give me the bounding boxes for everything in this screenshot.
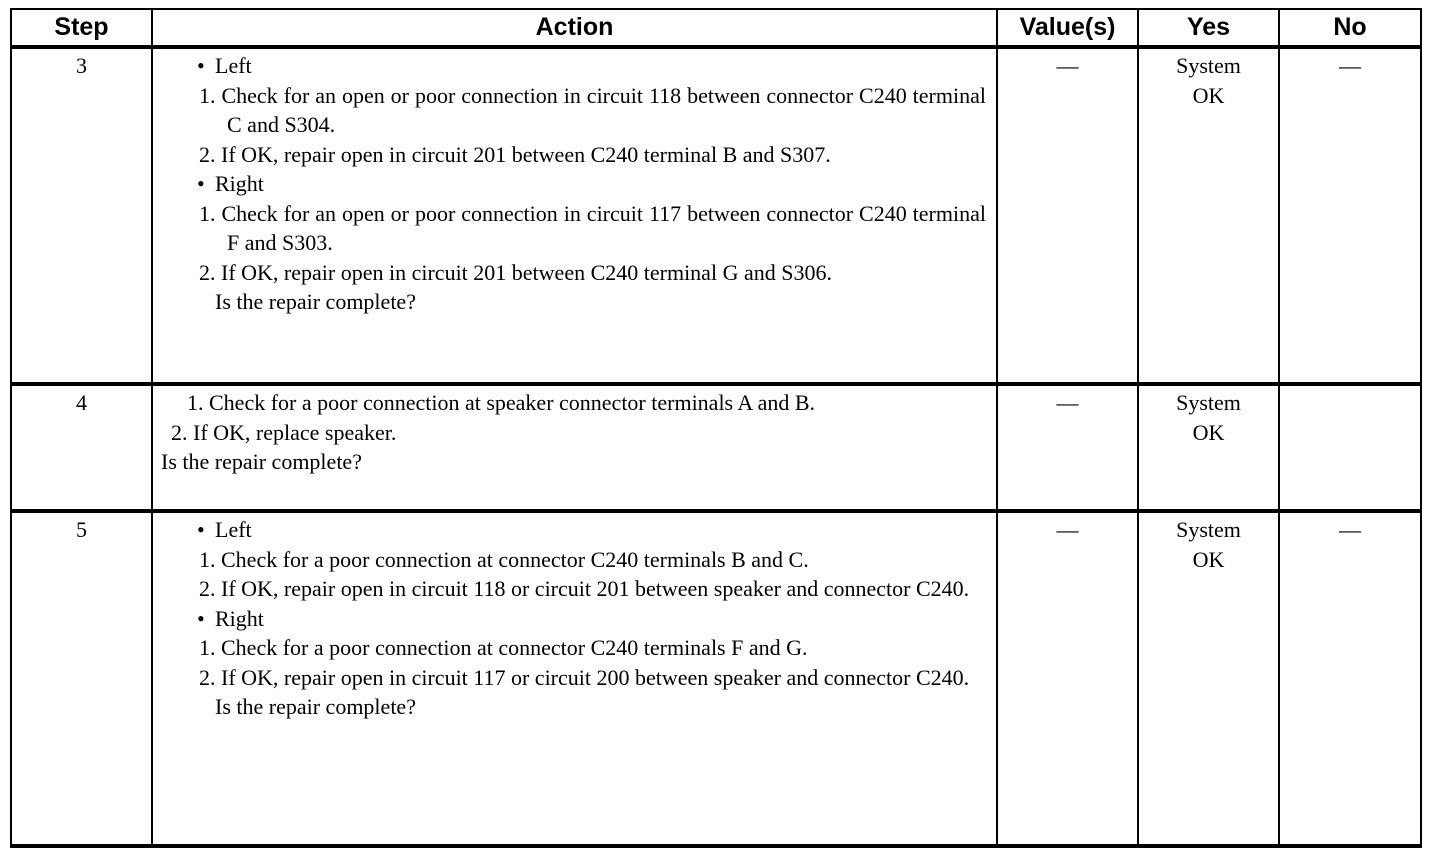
no-cell: — bbox=[1279, 511, 1421, 846]
bullet-icon: • bbox=[197, 53, 205, 78]
bullet-label: Right bbox=[215, 171, 264, 196]
action-cell bbox=[152, 47, 997, 384]
yes-line-1: System bbox=[1176, 390, 1241, 415]
step-number: 4 bbox=[11, 384, 152, 511]
bullet-icon: • bbox=[197, 605, 205, 631]
yes-line-1: System bbox=[1176, 53, 1241, 78]
no-cell: — bbox=[1279, 47, 1421, 384]
list-item: 2. If OK, repair open in circuit 117 or circuit 200 between speaker and connector C240. bbox=[199, 664, 970, 690]
yes-cell bbox=[1138, 384, 1279, 511]
header-no: No bbox=[1279, 9, 1421, 47]
bullet-label: Left bbox=[215, 53, 252, 78]
yes-line-2: OK bbox=[1192, 419, 1225, 445]
bullet-label: Right bbox=[215, 605, 264, 631]
table-row-step-4 bbox=[11, 384, 1421, 511]
header-action: Action bbox=[152, 9, 997, 47]
diagnostic-table bbox=[10, 8, 1422, 848]
bullet-icon: • bbox=[197, 517, 205, 542]
no-cell bbox=[1279, 384, 1421, 511]
header-values: Value(s) bbox=[997, 9, 1138, 47]
step-number: 3 bbox=[11, 47, 152, 384]
step-number: 5 bbox=[11, 511, 152, 846]
yes-line-2: OK bbox=[1192, 82, 1225, 108]
list-item: 2. If OK, replace speaker. bbox=[171, 419, 397, 445]
value-cell: — bbox=[997, 511, 1138, 846]
yes-line-2: OK bbox=[1192, 546, 1225, 572]
header-step: Step bbox=[11, 9, 152, 47]
yes-line-1: System bbox=[1176, 517, 1241, 542]
bullet-left bbox=[153, 51, 986, 81]
repair-question: Is the repair complete? bbox=[215, 289, 416, 314]
action-cell bbox=[152, 384, 997, 511]
bullet-left bbox=[153, 515, 986, 545]
list-item: 1. Check for an open or poor connection in circuit 117 between connector C240 terminal F and S303. bbox=[199, 200, 986, 255]
list-item: 1. Check for a poor connection at connector C240 terminals F and G. bbox=[199, 635, 808, 660]
list-item: 1. Check for a poor connection at connector C240 terminals B and C. bbox=[199, 546, 809, 572]
list-item: 1. Check for a poor connection at speaker connector terminals A and B. bbox=[187, 390, 816, 415]
value-cell: — bbox=[997, 47, 1138, 384]
yes-cell bbox=[1138, 511, 1279, 846]
value-cell: — bbox=[997, 384, 1138, 511]
bullet-label: Left bbox=[215, 517, 252, 542]
header-yes: Yes bbox=[1138, 9, 1279, 47]
table-row-step-3 bbox=[11, 47, 1421, 384]
repair-question: Is the repair complete? bbox=[215, 694, 416, 719]
bullet-right bbox=[153, 604, 986, 634]
table-row-step-5 bbox=[11, 511, 1421, 846]
list-item: 2. If OK, repair open in circuit 118 or circuit 201 between speaker and connector C240. bbox=[199, 576, 970, 601]
yes-cell bbox=[1138, 47, 1279, 384]
list-item: 2. If OK, repair open in circuit 201 between C240 terminal B and S307. bbox=[199, 141, 831, 167]
list-item: 2. If OK, repair open in circuit 201 between C240 terminal G and S306. bbox=[199, 259, 832, 285]
header-row bbox=[11, 9, 1421, 47]
action-cell bbox=[152, 511, 997, 846]
list-item: 1. Check for an open or poor connection in circuit 118 between connector C240 terminal C and S304. bbox=[199, 82, 986, 137]
bullet-icon: • bbox=[197, 171, 205, 196]
bullet-right bbox=[153, 169, 986, 199]
repair-question: Is the repair complete? bbox=[161, 449, 362, 474]
